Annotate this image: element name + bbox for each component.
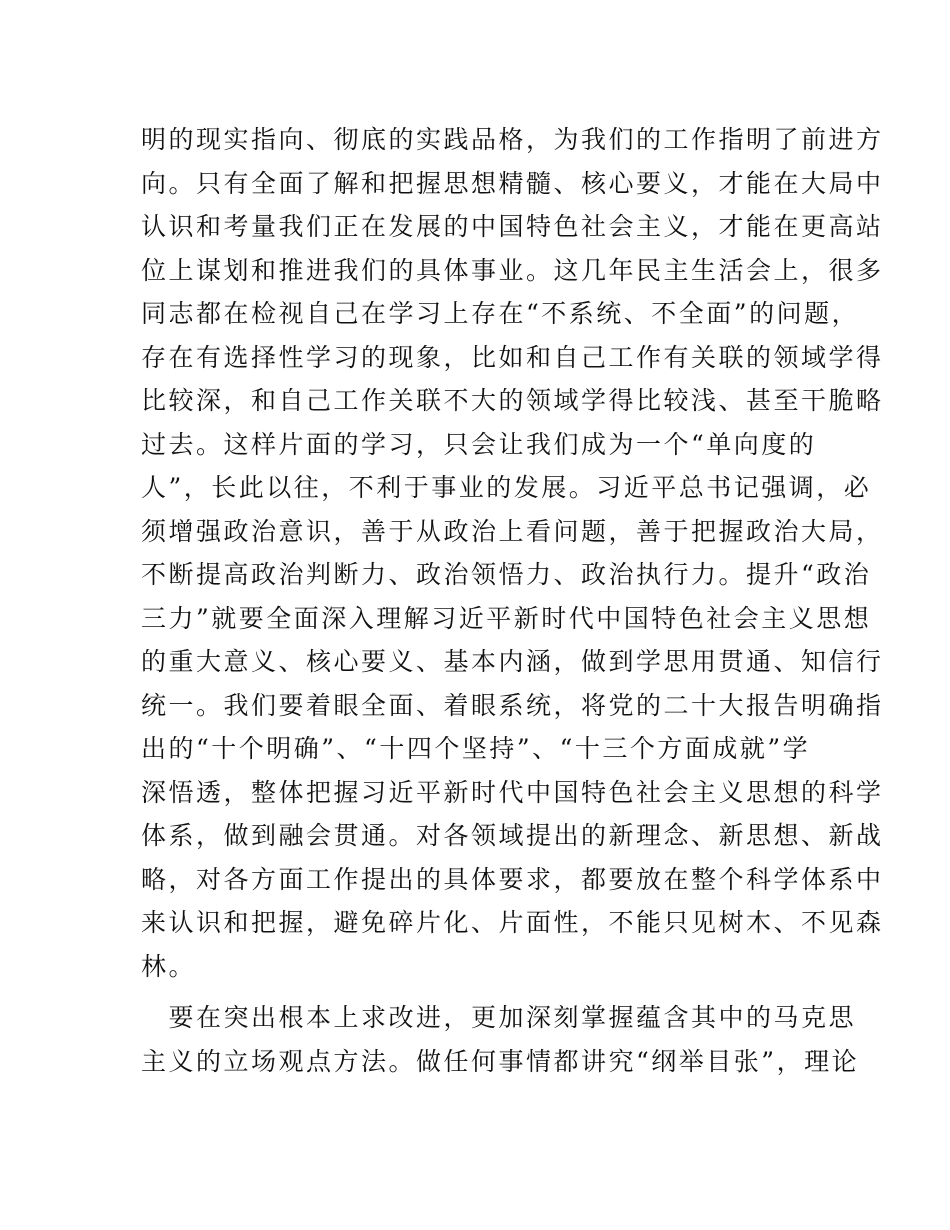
text-line: 统一。我们要着眼全面、着眼系统，将党的二十大报告明确指 xyxy=(141,690,884,720)
text-line: 出的“十个明确”、“十四个坚持”、“十三个方面成就”学 xyxy=(141,734,811,763)
text-line: 明的现实指向、彻底的实践品格，为我们的工作指明了前进方 xyxy=(141,125,884,154)
text-line: 过去。这样片面的学习，只会让我们成为一个“单向度的 xyxy=(141,429,817,459)
text-line: 三力”就要全面深入理解习近平新时代中国特色社会主义思想 xyxy=(141,603,872,633)
text-line: 略，对各方面工作提出的具体要求，都要放在整个科学体系中 xyxy=(141,864,884,894)
paragraph-2 xyxy=(141,996,860,1083)
text-line: 深悟透，整体把握习近平新时代中国特色社会主义思想的科学 xyxy=(141,777,884,807)
text-line: 的重大意义、核心要义、基本内涵，做到学思用贯通、知信行 xyxy=(141,647,884,676)
document-body xyxy=(141,118,884,1083)
text-line: 向。只有全面了解和把握思想精髓、核心要义，才能在大局中 xyxy=(141,168,884,198)
text-line: 要在突出根本上求改进，更加深刻掌握蕴含其中的马克思 xyxy=(141,1003,857,1032)
text-line: 比较深，和自己工作关联不大的领域学得比较浅、甚至干脆略 xyxy=(141,386,884,415)
text-line: 不断提高政治判断力、政治领悟力、政治执行力。提升“政治 xyxy=(141,560,872,589)
text-line: 须增强政治意识，善于从政治上看问题，善于把握政治大局， xyxy=(141,516,884,546)
text-line: 同志都在检视自己在学习上存在“不系统、不全面”的问题， xyxy=(141,299,860,328)
text-line: 位上谋划和推进我们的具体事业。这几年民主生活会上，很多 xyxy=(141,255,884,285)
text-line: 主义的立场观点方法。做任何事情都讲究“纲举目张”，理论 xyxy=(141,1046,860,1076)
text-line: 林。 xyxy=(141,951,197,981)
paragraph-gap xyxy=(141,988,821,996)
text-line: 人”，长此以往，不利于事业的发展。习近平总书记强调，必 xyxy=(141,473,872,502)
paragraph-1 xyxy=(141,118,884,988)
text-line: 认识和考量我们正在发展的中国特色社会主义，才能在更高站 xyxy=(141,212,884,241)
text-line: 体系，做到融会贯通。对各领域提出的新理念、新思想、新战 xyxy=(141,821,884,850)
text-line: 来认识和把握，避免碎片化、片面性，不能只见树木、不见森 xyxy=(141,908,884,937)
text-line: 存在有选择性学习的现象，比如和自己工作有关联的领域学得 xyxy=(141,342,884,372)
